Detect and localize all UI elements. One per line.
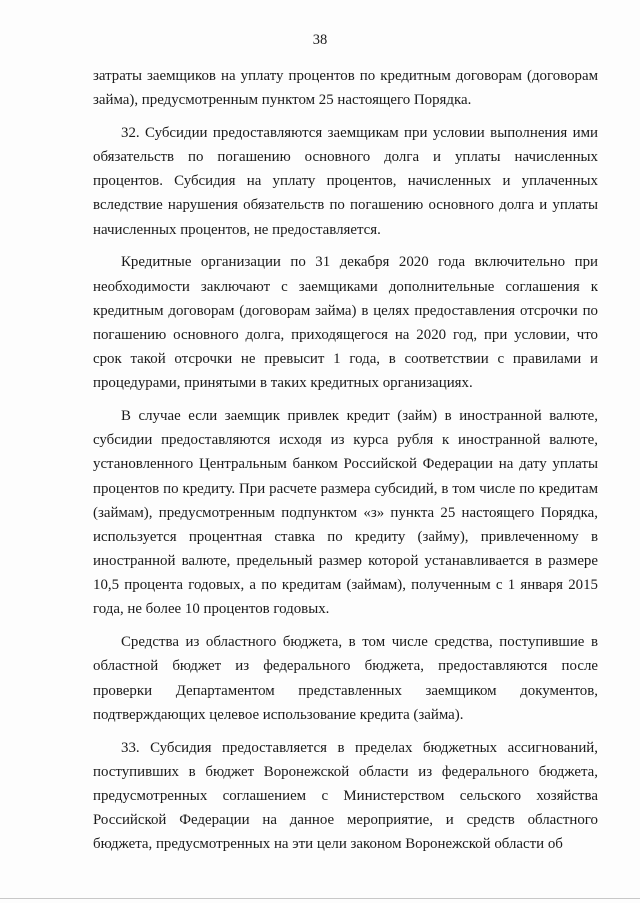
text-line: обязательств по погашению основного долга и уплаты начисленных (93, 149, 598, 166)
text-line: погашению основного долга, приходящегося на 2020 год, при условии, что (93, 326, 598, 343)
paragraph (93, 630, 598, 727)
text-line: подтверждающих целевое использование кредита (займа). (93, 706, 464, 723)
text-line: кредитным договорам (договорам займа) в целях предоставления отсрочки по (93, 302, 598, 319)
text-line: вследствие нарушения обязательств по погашению основного долга и уплаты (93, 197, 598, 214)
text-line: установленного Центральным банком Российской Федерации на дату уплаты (93, 456, 598, 473)
text-line: года, не более 10 процентов годовых. (93, 601, 330, 618)
text-line: 32. Субсидии предоставляются заемщикам при условии выполнения ими (121, 125, 598, 141)
text-line: предусмотренных соглашением с Министерством сельского хозяйства (93, 787, 598, 804)
paragraph (93, 250, 598, 395)
text-line: бюджета, предусмотренных на эти цели законом Воронежской области об (93, 836, 563, 853)
text-line: поступивших в бюджет Воронежской области из федерального бюджета, (93, 763, 598, 780)
text-line: (займам), предусмотренным подпунктом «з» пункта 25 настоящего Порядка, (93, 504, 598, 521)
text-line: В случае если заемщик привлек кредит (займ) в иностранной валюте, (121, 408, 598, 425)
text-line: процентов. Субсидия на уплату процентов, начисленных и уплаченных (93, 173, 598, 190)
paragraph (93, 121, 598, 242)
paragraph (93, 736, 598, 857)
text-line: проверки Департаментом представленных заемщиком документов, (93, 682, 598, 699)
page-bottom-edge (0, 898, 640, 899)
text-line: процедурами, принятыми в таких кредитных организациях. (93, 375, 473, 392)
text-line: областной бюджет из федерального бюджета, предоставляются после (93, 658, 598, 675)
paragraph (93, 64, 598, 112)
text-line: начисленных процентов, не предоставляется. (93, 221, 381, 238)
text-line: Российской Федерации на данное мероприятие, и средств областного (93, 811, 598, 828)
text-line: процентов по кредиту. При расчете размера субсидий, в том числе по кредитам (93, 480, 598, 497)
text-line: используется процентная ставка по кредиту (займу), привлеченному в (93, 528, 598, 545)
text-line: необходимости заключают с заемщиками дополнительные соглашения к (93, 278, 598, 295)
text-line: Средства из областного бюджета, в том числе средства, поступившие в (121, 634, 598, 651)
document-body (93, 64, 598, 856)
paragraph (93, 404, 598, 621)
text-line: 10,5 процента годовых, а по кредитам (займам), полученным с 1 января 2015 (93, 577, 598, 594)
text-line: срок такой отсрочки не превысит 1 года, в соответствии с правилами и (93, 351, 598, 368)
page-number: 38 (312, 32, 328, 48)
text-line: займа), предусмотренным пунктом 25 настоящего Порядка. (93, 92, 472, 109)
text-line: затраты заемщиков на уплату процентов по кредитным договорам (договорам (93, 68, 598, 84)
text-line: 33. Субсидия предоставляется в пределах бюджетных ассигнований, (121, 739, 598, 756)
text-line: иностранной валюте, предельный размер которой устанавливается в размере (93, 553, 598, 570)
text-line: Кредитные организации по 31 декабря 2020 года включительно при (121, 254, 598, 271)
text-line: субсидии предоставляются исходя из курса рубля к иностранной валюте, (93, 432, 598, 449)
